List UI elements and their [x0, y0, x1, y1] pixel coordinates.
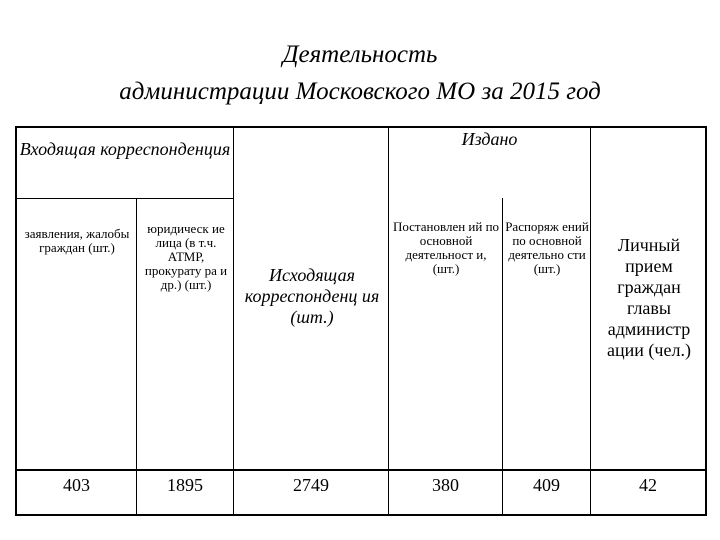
col-divider-2	[233, 126, 234, 516]
value-citizen-complaints: 403	[63, 474, 90, 495]
col-divider-5	[590, 126, 591, 516]
table-right-border	[705, 126, 707, 516]
col-header-outgoing-correspondence: Исходящая корреспонденц ия (шт.)	[244, 264, 380, 327]
col-header-citizen-complaints: заявления, жалобы граждан (шт.)	[24, 226, 130, 255]
col-header-resolutions: Постановлен ий по основной деятельност и, (шт.)	[392, 219, 500, 276]
incoming-correspondence-header: Входящая корреспонденция	[19, 138, 231, 159]
page-title	[0, 36, 720, 110]
issued-header: Издано	[461, 128, 518, 149]
col-header-orders: Распоряж ений по основной деятельно сти (шт.)	[505, 219, 589, 276]
col-divider-1	[136, 198, 137, 516]
value-legal-entities: 1895	[167, 474, 203, 495]
value-outgoing-correspondence: 2749	[293, 474, 329, 495]
value-resolutions: 380	[432, 474, 459, 495]
col-divider-3	[388, 126, 389, 516]
title-line-1: Деятельность	[282, 41, 438, 68]
value-orders: 409	[533, 474, 560, 495]
col-header-personal-reception: Личный прием граждан главы администр ации (чел.)	[607, 235, 691, 360]
activity-table	[15, 126, 707, 516]
table-bottom-border	[15, 514, 707, 516]
table-left-border	[15, 126, 17, 516]
title-line-2: администрации Московского МО за 2015 год	[119, 78, 601, 105]
col-divider-4	[502, 198, 503, 516]
value-personal-reception: 42	[639, 474, 657, 495]
header-divider-incoming	[15, 198, 234, 199]
col-header-legal-entities: юридическ ие лица (в т.ч. АТМР, прокурату ра и др.) (шт.)	[144, 221, 228, 292]
